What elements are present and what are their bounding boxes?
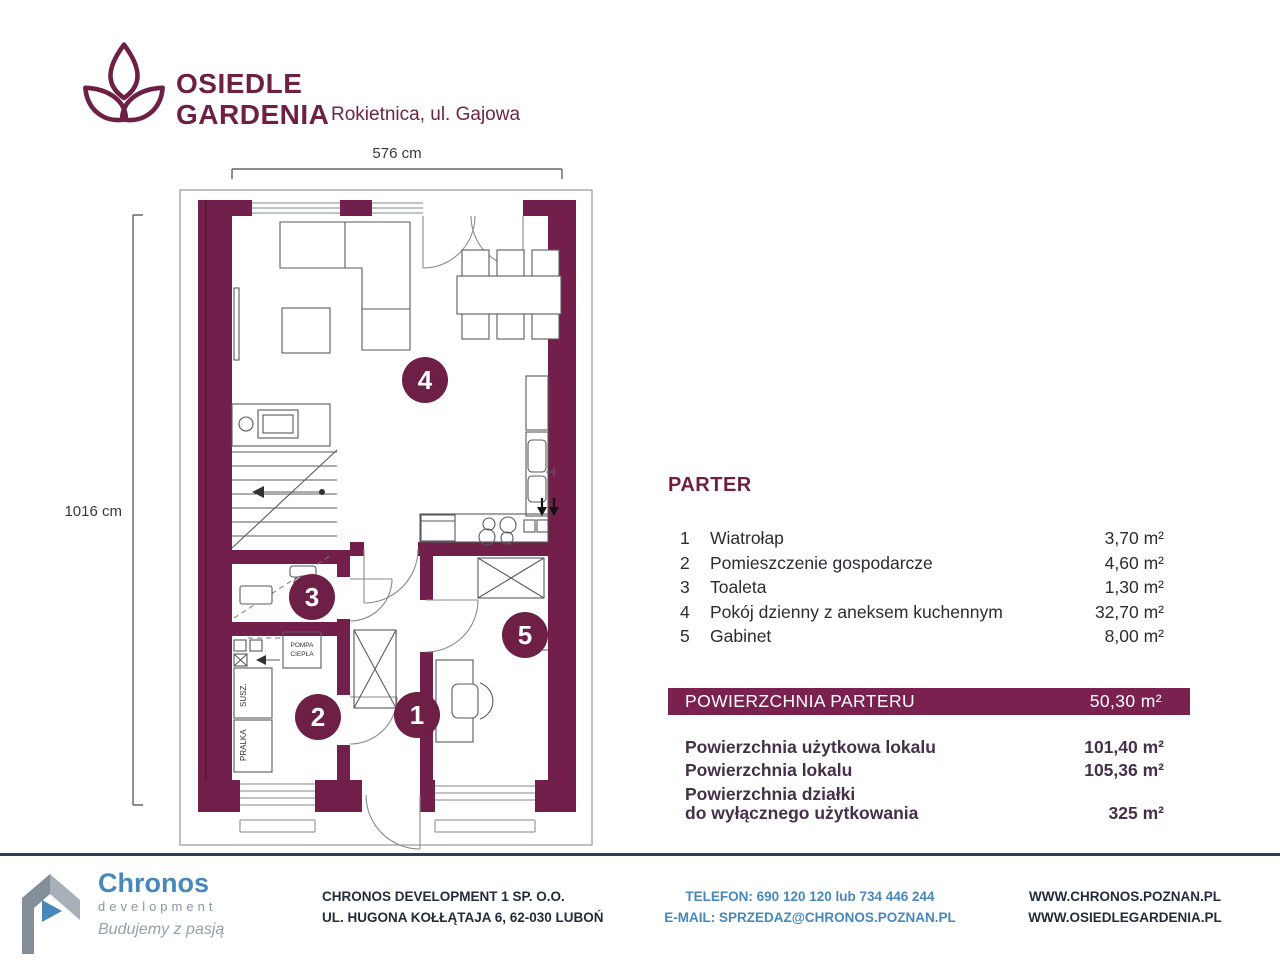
total-value: 325 m² [1108,803,1164,824]
summary-label: POWIERZCHNIA PARTERU [685,690,916,711]
developer-logo [98,870,224,939]
room-name: Gabinet [710,626,772,647]
chronos-house-icon [18,868,92,954]
room-area: 32,70 m² [1094,601,1164,622]
brand-line1: OSIEDLE [176,68,303,99]
interior-walls [232,542,548,780]
area-totals [668,736,1190,824]
summary-value: 50,30 m² [1089,690,1162,711]
total-row [685,785,1164,824]
websites-block [1015,887,1235,928]
room-number: 5 [680,626,690,647]
room-row [668,526,1190,551]
room-circle-5 [502,612,548,658]
floor-title: PARTER [668,474,752,496]
contact-block [655,887,965,928]
room-number: 3 [680,577,690,598]
room-area: 8,00 m² [1104,626,1164,647]
developer-sub: development [98,899,217,914]
room-name: Pomieszczenie gospodarcze [710,552,933,573]
total-row [685,736,1164,759]
tv-unit [234,288,239,360]
svg-text:5: 5 [517,620,533,650]
website-line2: WWW.OSIEDLEGARDENIA.PL [1028,909,1222,925]
svg-text:3: 3 [304,582,320,612]
total-value: 101,40 m² [1084,736,1164,757]
room-circle-4 [402,357,448,403]
floor-plan [55,135,615,860]
dim-width-label: 576 cm [372,145,422,162]
room-circle-3 [289,574,335,620]
room-name: Toaleta [710,577,767,598]
address-line2: UL. HUGONA KOŁŁĄTAJA 6, 62-030 LUBOŃ [322,909,604,925]
room-area: 1,30 m² [1104,577,1164,598]
room-number: 1 [680,528,690,548]
kitchen-counters [232,376,554,545]
room-number: 2 [680,552,690,573]
room-number: 4 [680,601,690,622]
legend-panel [668,474,1190,824]
address-line1: CHRONOS DEVELOPMENT 1 SP. O.O. [322,889,565,904]
lotus-icon [78,38,170,134]
brand-name [176,68,329,130]
total-label: Powierzchnia działki do wyłącznego użytkowania [685,783,919,824]
heat-pump-label-1: POMPA [290,642,314,649]
developer-name: Chronos [98,868,209,898]
washer-label: PRALKA [239,729,248,761]
heat-pump-label-2: CIEPŁA [290,651,314,658]
company-address [322,887,604,928]
total-value: 105,36 m² [1084,759,1164,780]
room-name: Pokój dzienny z aneksem kuchennym [710,601,1003,622]
footer [0,853,1280,960]
total-label: Powierzchnia użytkowa lokalu [685,736,936,757]
dimension-left [64,215,143,805]
entrance-door [366,795,420,849]
website-line1: WWW.CHRONOS.POZNAN.PL [1029,889,1221,904]
total-row [685,759,1164,782]
room-row [668,551,1190,576]
svg-text:2: 2 [310,702,326,732]
room-name: Wiatrołap [710,528,784,548]
developer-tagline: Budujemy z pasją [98,921,225,938]
svg-text:1: 1 [409,700,425,730]
room-circle-1 [394,692,440,738]
summary-banner [668,688,1190,715]
hall-wardrobe [354,630,396,708]
dining-set [457,250,561,339]
room-area: 3,70 m² [1104,528,1164,548]
dimension-top [232,145,562,179]
svg-text:4: 4 [417,365,433,395]
brand-line2: GARDENIA [176,99,330,130]
corner-sofa [280,222,410,350]
project-location: Rokietnica, ul. Gajowa [331,104,521,125]
room-list [668,526,1190,649]
room-area: 4,60 m² [1104,552,1164,573]
room-row [668,600,1190,625]
dryer-label: SUSZ. [239,683,248,707]
email-line: E-MAIL: SPRZEDAZ@CHRONOS.POZNAN.PL [664,909,956,925]
total-label: Powierzchnia lokalu [685,759,853,780]
dim-height-label: 1016 cm [64,503,122,520]
room-row [668,575,1190,600]
office-desk [436,660,493,742]
room-row [668,624,1190,649]
coffee-table [282,308,330,353]
phone-line: TELEFON: 690 120 120 lub 734 446 244 [685,889,935,904]
room-circle-2 [295,694,341,740]
